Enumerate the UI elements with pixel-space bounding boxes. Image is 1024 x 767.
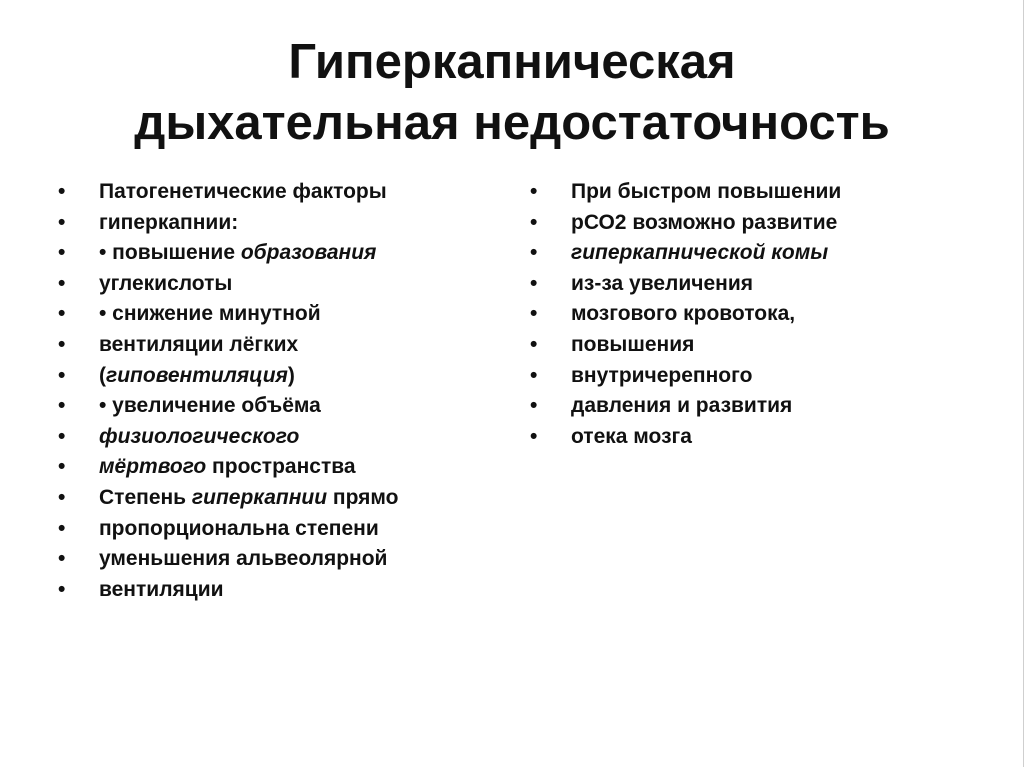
list-item bbox=[58, 483, 498, 514]
list-item bbox=[58, 361, 498, 392]
bullet-marker: • bbox=[58, 210, 66, 234]
italic-term: физиологического bbox=[99, 424, 300, 448]
text-run: вентиляции bbox=[99, 577, 224, 601]
list-item-text bbox=[571, 269, 753, 300]
bullet-marker: • bbox=[58, 363, 66, 387]
list-item bbox=[530, 422, 950, 453]
list-item-text bbox=[571, 391, 792, 422]
text-run: пространства bbox=[206, 455, 356, 479]
text-run: повышения bbox=[571, 332, 695, 356]
list-item-text bbox=[99, 544, 387, 575]
right-bullet-list bbox=[530, 177, 950, 452]
text-run: • снижение минутной bbox=[99, 302, 321, 326]
text-run: мозгового кровотока, bbox=[571, 302, 796, 326]
bullet-marker: • bbox=[530, 424, 538, 448]
list-item-text bbox=[99, 391, 321, 422]
bullet-marker: • bbox=[530, 332, 538, 356]
list-item bbox=[58, 208, 498, 239]
text-run: При быстром повышении bbox=[571, 180, 842, 203]
list-item bbox=[58, 330, 498, 361]
list-item bbox=[530, 177, 950, 208]
text-run: • увеличение объёма bbox=[99, 394, 321, 418]
italic-term: образования bbox=[240, 241, 377, 265]
text-run: пропорциональна степени bbox=[99, 516, 379, 540]
list-item-text bbox=[571, 208, 837, 239]
text-run: Патогенетические факторы bbox=[99, 180, 387, 203]
bullet-marker: • bbox=[58, 180, 66, 203]
list-item-text bbox=[99, 514, 379, 545]
list-item bbox=[530, 208, 950, 239]
list-item-text bbox=[99, 452, 356, 483]
list-item bbox=[58, 177, 498, 208]
bullet-marker: • bbox=[58, 455, 66, 479]
text-run: уменьшения альвеолярной bbox=[99, 547, 388, 571]
bullet-marker: • bbox=[530, 241, 538, 265]
left-bullet-list bbox=[58, 177, 498, 605]
bullet-marker: • bbox=[530, 363, 538, 387]
text-run: прямо bbox=[327, 485, 399, 509]
title-line-2: дыхательная недостаточность bbox=[134, 96, 890, 150]
list-item-text bbox=[99, 422, 299, 453]
text-run: ) bbox=[287, 363, 295, 387]
list-item-text bbox=[571, 330, 694, 361]
list-item bbox=[58, 299, 498, 330]
text-run: ( bbox=[99, 363, 106, 387]
slide-title bbox=[0, 32, 1024, 154]
list-item bbox=[58, 391, 498, 422]
bullet-marker: • bbox=[530, 271, 538, 295]
list-item-text bbox=[99, 269, 232, 300]
text-run: вентиляции лёгких bbox=[99, 332, 299, 356]
text-run: отека мозга bbox=[571, 424, 692, 448]
text-run: из-за увеличения bbox=[571, 271, 753, 295]
list-item bbox=[530, 269, 950, 300]
list-item bbox=[58, 422, 498, 453]
list-item-text bbox=[99, 575, 224, 606]
bullet-marker: • bbox=[58, 516, 66, 540]
list-item bbox=[58, 269, 498, 300]
text-run: давления и развития bbox=[571, 394, 793, 418]
text-run: • повышение bbox=[99, 241, 241, 265]
bullet-marker: • bbox=[58, 485, 66, 509]
list-item bbox=[58, 514, 498, 545]
list-item-text bbox=[99, 330, 298, 361]
bullet-marker: • bbox=[58, 394, 66, 418]
bullet-marker: • bbox=[58, 332, 66, 356]
bullet-marker: • bbox=[58, 577, 66, 601]
text-run: внутричерепного bbox=[571, 363, 753, 387]
list-item bbox=[530, 391, 950, 422]
list-item-text bbox=[571, 361, 752, 392]
italic-term: гиперкапнической комы bbox=[571, 241, 829, 265]
bullet-marker: • bbox=[58, 547, 66, 571]
bullet-marker: • bbox=[530, 302, 538, 326]
list-item bbox=[58, 575, 498, 606]
bullet-marker: • bbox=[530, 180, 538, 203]
list-item-text bbox=[99, 361, 295, 392]
list-item bbox=[58, 544, 498, 575]
bullet-marker: • bbox=[530, 210, 538, 234]
list-item-text bbox=[99, 208, 238, 239]
list-item bbox=[530, 361, 950, 392]
italic-term: мёртвого bbox=[99, 455, 207, 479]
list-item-text bbox=[571, 238, 828, 269]
list-item bbox=[530, 299, 950, 330]
text-run: рСО2 возможно развитие bbox=[571, 210, 838, 234]
italic-term: гиперкапнии bbox=[191, 485, 328, 509]
list-item bbox=[530, 238, 950, 269]
list-item-text bbox=[99, 299, 321, 330]
list-item-text bbox=[99, 483, 398, 514]
bullet-marker: • bbox=[58, 424, 66, 448]
bullet-marker: • bbox=[58, 302, 66, 326]
bullet-marker: • bbox=[58, 241, 66, 265]
list-item-text bbox=[571, 422, 692, 453]
list-item-text bbox=[99, 177, 387, 208]
list-item bbox=[58, 238, 498, 269]
text-run: углекислоты bbox=[99, 271, 233, 295]
text-run: гиперкапнии: bbox=[99, 210, 239, 234]
list-item bbox=[530, 330, 950, 361]
list-item bbox=[58, 452, 498, 483]
list-item-text bbox=[571, 177, 841, 208]
list-item-text bbox=[571, 299, 795, 330]
text-run: Степень bbox=[99, 485, 192, 509]
bullet-marker: • bbox=[530, 394, 538, 418]
italic-term: гиповентиляция bbox=[106, 363, 288, 387]
title-line-1: Гиперкапническая bbox=[288, 35, 736, 89]
bullet-marker: • bbox=[58, 271, 66, 295]
list-item-text bbox=[99, 238, 376, 269]
